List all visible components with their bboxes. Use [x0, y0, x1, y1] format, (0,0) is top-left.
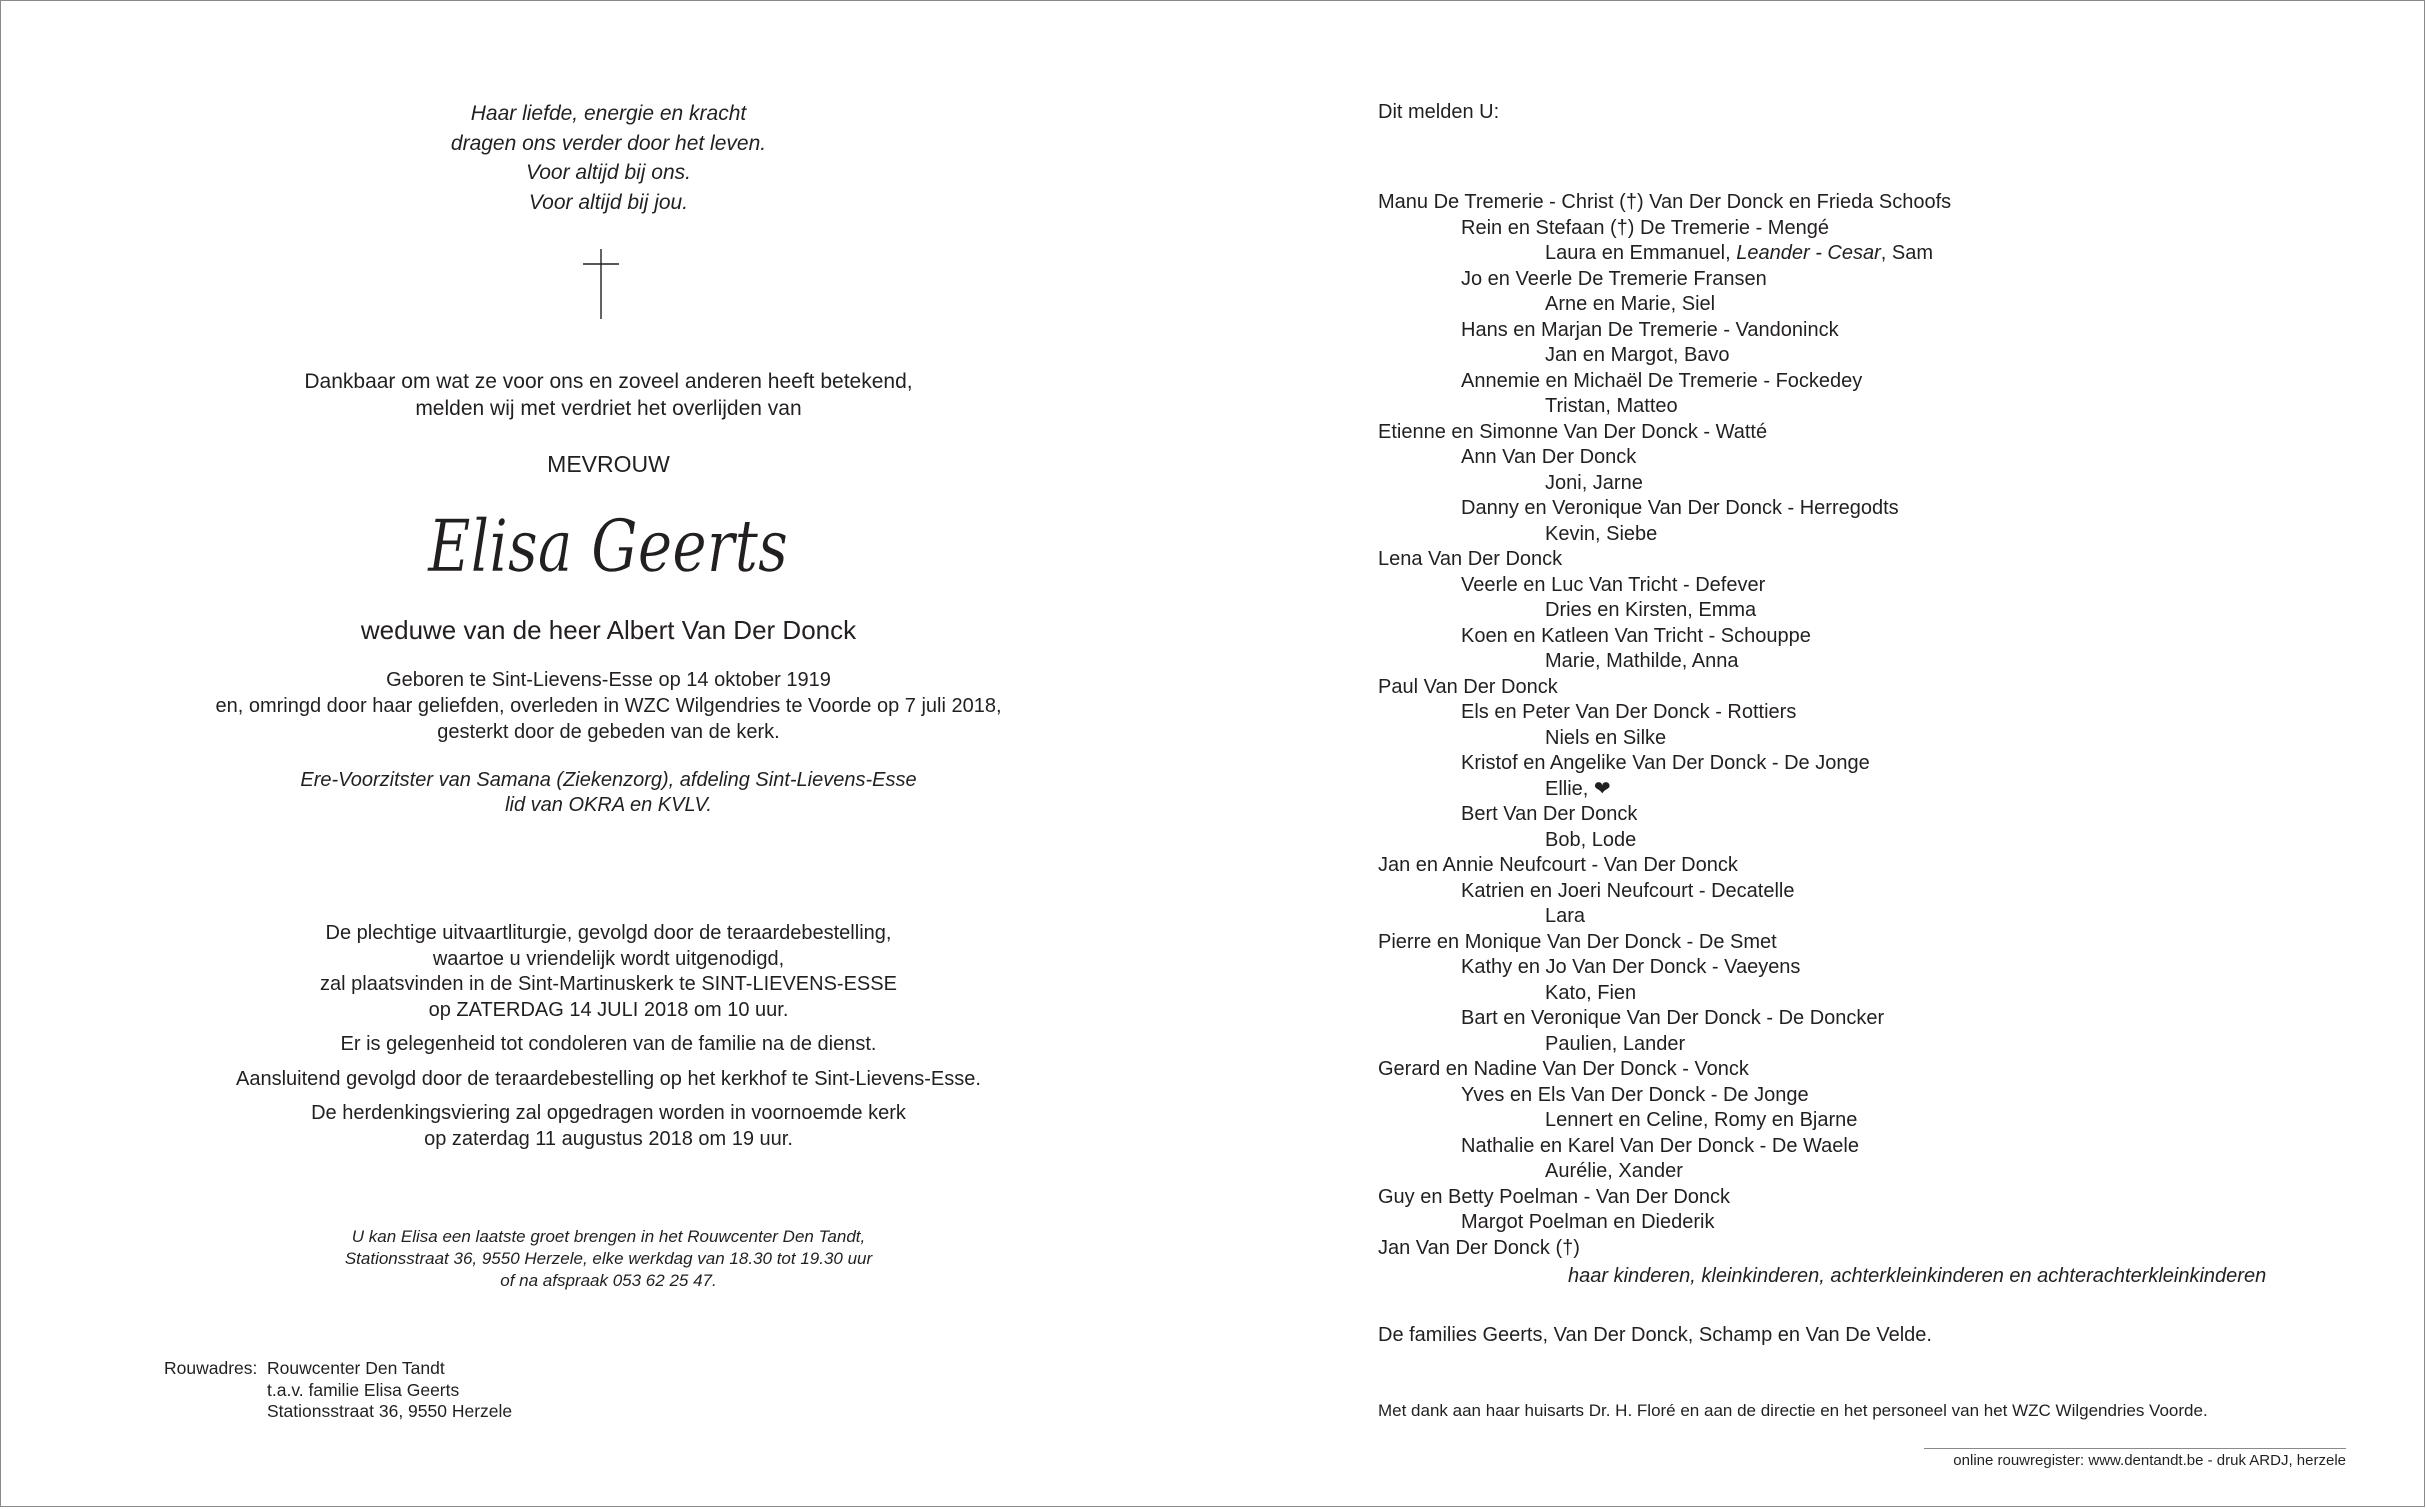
intro-text [1, 368, 1216, 422]
cross-icon [581, 249, 621, 319]
address-line: Rouwcenter Den Tandt [267, 1358, 445, 1378]
family-entry-text: Gerard en Nadine Van Der Donck - Vonck [1378, 1058, 1749, 1080]
family-entry-text: Arne en Marie, Siel [1545, 293, 1716, 315]
family-entry [1378, 190, 2388, 216]
deceased-name [1, 496, 1216, 606]
family-entry [1378, 216, 2388, 242]
visitation-line: U kan Elisa een laatste groet brengen in het Rouwcenter Den Tandt, [351, 1227, 866, 1246]
family-entry-text: Pierre en Monique Van Der Donck - De Smet [1378, 930, 1777, 953]
intro-line: melden wij met verdriet het overlijden van [415, 397, 802, 420]
family-entry [1378, 445, 2388, 471]
family-entry-text: Kevin, Siebe [1545, 522, 1658, 545]
remembrance-paragraph [1, 1101, 1216, 1152]
right-panel [1378, 1, 2388, 1506]
family-entry-text: Kristof en Angelike Van Der Donck - De Jonge [1461, 752, 1870, 774]
heart-icon: ❤ [1593, 777, 1611, 800]
family-entry-text: Aurélie, Xander [1545, 1160, 1683, 1182]
membership-line: lid van OKRA en KVLV. [505, 794, 712, 816]
family-entry [1378, 1185, 2388, 1211]
family-entry [1378, 1083, 2388, 1109]
family-entry-text: Joni, Jarne [1545, 471, 1643, 494]
mourning-address [164, 1358, 512, 1423]
family-relation-summary: haar kinderen, kleinkinderen, achterkleinkinderen en achterachterkleinkinderen [1568, 1265, 2267, 1287]
family-entry [1378, 981, 2388, 1007]
sacrament-line: gesterkt door de gebeden van de kerk. [437, 721, 780, 743]
family-entry-text: Jo en Veerle De Tremerie Fransen [1461, 267, 1767, 290]
family-entry-text: Bert Van Der Donck [1461, 803, 1638, 825]
service-line: De plechtige uitvaartliturgie, gevolgd door de teraardebestelling, [325, 922, 892, 944]
family-entry [1378, 904, 2388, 930]
family-entry-text: Jan en Margot, Bavo [1545, 344, 1730, 366]
membership-line: Ere-Voorzitster van Samana (Ziekenzorg), afdeling Sint-Lievens-Esse [300, 769, 917, 791]
online-register-footer: online rouwregister: www.dentandt.be - druk ARDJ, herzele [1924, 1448, 2346, 1469]
poem-line: Voor altijd bij ons. [526, 161, 691, 184]
honorific: MEVROUW [547, 451, 670, 477]
family-entry [1378, 828, 2388, 854]
family-entry [1378, 930, 2388, 956]
family-entry-text: Katrien en Joeri Neufcourt - Decatelle [1461, 879, 1795, 902]
family-entry-text: Laura en Emmanuel, [1545, 242, 1737, 264]
family-entry-text: Bart en Veronique Van Der Donck - De Doncker [1461, 1007, 1885, 1029]
service-line: zal plaatsvinden in de Sint-Martinuskerk te SINT-LIEVENS-ESSE [320, 973, 897, 995]
poem-line: dragen ons verder door het leven. [450, 131, 767, 155]
intro-line: Dankbaar om wat ze voor ons en zoveel anderen heeft betekend, [304, 370, 913, 393]
family-entry [1378, 1057, 2388, 1083]
family-entry [1378, 573, 2388, 599]
family-entry [1378, 1108, 2388, 1134]
visitation-line: of na afspraak 053 62 25 47. [500, 1271, 717, 1290]
family-entry-text: Rein en Stefaan (†) De Tremerie - Mengé [1461, 216, 1829, 239]
memberships [1, 768, 1216, 818]
family-entry-text: Lara [1545, 905, 1586, 927]
family-entry [1378, 1210, 2388, 1236]
service-line: waartoe u vriendelijk wordt uitgenodigd, [432, 947, 785, 970]
thanks-line: Met dank aan haar huisarts Dr. H. Floré en aan de directie en het personeel van het WZC Wilgendries Voorde. [1378, 1401, 2208, 1420]
address-label: Rouwadres: [164, 1358, 258, 1378]
families-line: De families Geerts, Van Der Donck, Schamp en Van De Velde. [1378, 1324, 1932, 1346]
family-entry [1378, 1159, 2388, 1185]
family-entry [1378, 292, 2388, 318]
family-entry-text: Yves en Els Van Der Donck - De Jonge [1461, 1083, 1809, 1106]
family-entry [1378, 267, 2388, 293]
family-entry [1378, 547, 2388, 573]
burial-line: Aansluitend gevolgd door de teraardebestelling op het kerkhof te Sint-Lievens-Esse. [236, 1067, 981, 1090]
announcement-heading: Dit melden U: [1378, 101, 1500, 123]
family-entry-text: Dries en Kirsten, Emma [1545, 599, 1757, 621]
family-entry-text: Koen en Katleen Van Tricht - Schouppe [1461, 624, 1811, 647]
family-entry-text: Guy en Betty Poelman - Van Der Donck [1378, 1185, 1731, 1208]
remembrance-line: De herdenkingsviering zal opgedragen worden in voornoemde kerk [311, 1102, 906, 1124]
family-list [1378, 190, 2388, 1261]
family-entry [1378, 751, 2388, 777]
family-entry [1378, 802, 2388, 828]
family-entry [1378, 1134, 2388, 1160]
remembrance-line: op zaterdag 11 augustus 2018 om 19 uur. [424, 1127, 793, 1150]
family-entry-text: Tristan, Matteo [1545, 395, 1678, 417]
family-entry-text: Els en Peter Van Der Donck - Rottiers [1461, 701, 1797, 723]
family-entry-italic: Leander - Cesar [1736, 242, 1881, 264]
family-entry [1378, 1236, 2388, 1262]
condolence-line: Er is gelegenheid tot condoleren van de familie na de dienst. [340, 1033, 877, 1055]
poem [1, 99, 1216, 217]
visitation-info [1, 1226, 1216, 1292]
family-entry-text: Jan Van Der Donck (†) [1378, 1236, 1580, 1259]
family-entry-text: Lennert en Celine, Romy en Bjarne [1545, 1109, 1858, 1131]
family-entry-text: Ann Van Der Donck [1461, 446, 1637, 468]
family-entry-text: Paulien, Lander [1545, 1032, 1686, 1055]
family-entry [1378, 394, 2388, 420]
service-paragraph [1, 921, 1216, 1023]
service-line: op ZATERDAG 14 JULI 2018 om 10 uur. [428, 998, 789, 1021]
family-entry-text: , Sam [1880, 242, 1934, 264]
family-entry [1378, 649, 2388, 675]
family-entry [1378, 496, 2388, 522]
family-entry-text: Jan en Annie Neufcourt - Van Der Donck [1378, 854, 1738, 876]
family-entry [1378, 1032, 2388, 1058]
family-entry [1378, 853, 2388, 879]
family-entry [1378, 241, 2388, 267]
family-entry [1378, 343, 2388, 369]
family-entry [1378, 624, 2388, 650]
family-entry-text: Bob, Lode [1545, 828, 1637, 851]
death-line: en, omringd door haar geliefden, overleden in WZC Wilgendries te Voorde op 7 juli 2018, [215, 695, 1002, 717]
family-entry-text: Kathy en Jo Van Der Donck - Vaeyens [1461, 956, 1801, 978]
family-entry [1378, 1006, 2388, 1032]
family-entry-text: Niels en Silke [1545, 726, 1667, 749]
visitation-line: Stationsstraat 36, 9550 Herzele, elke werkdag van 18.30 tot 19.30 uur [344, 1249, 873, 1268]
family-entry [1378, 369, 2388, 395]
family-entry-text: Etienne en Simonne Van Der Donck - Watté [1378, 420, 1768, 443]
deceased-name-text: Elisa Geerts [426, 504, 788, 588]
widow-of: weduwe van de heer Albert Van Der Donck [360, 615, 857, 645]
family-entry [1378, 598, 2388, 624]
birth-death-info [1, 667, 1216, 745]
address-line: t.a.v. familie Elisa Geerts [267, 1379, 460, 1400]
family-entry [1378, 318, 2388, 344]
family-entry-text: Manu De Tremerie - Christ (†) Van Der Donck en Frieda Schoofs [1378, 191, 1952, 213]
family-entry [1378, 726, 2388, 752]
family-entry [1378, 700, 2388, 726]
birth-line: Geboren te Sint-Lievens-Esse op 14 oktober 1919 [386, 669, 831, 691]
family-entry [1378, 955, 2388, 981]
family-entry [1378, 420, 2388, 446]
address-line: Stationsstraat 36, 9550 Herzele [267, 1401, 513, 1421]
family-entry-text: Lena Van Der Donck [1378, 548, 1563, 570]
family-entry [1378, 471, 2388, 497]
family-entry-text: Kato, Fien [1545, 981, 1637, 1004]
funeral-service-info [1, 921, 1216, 1152]
family-entry [1378, 777, 2388, 803]
family-entry-text: Ellie, [1545, 777, 1594, 800]
family-entry-text: Paul Van Der Donck [1378, 675, 1558, 698]
left-panel [1, 1, 1216, 1506]
poem-line: Voor altijd bij jou. [528, 190, 689, 214]
family-entry-text: Margot Poelman en Diederik [1461, 1211, 1715, 1233]
family-entry-text: Hans en Marjan De Tremerie - Vandoninck [1461, 318, 1839, 341]
poem-line: Haar liefde, energie en kracht [470, 102, 747, 125]
family-entry-text: Annemie en Michaël De Tremerie - Fockedey [1461, 369, 1863, 392]
family-entry-text: Nathalie en Karel Van Der Donck - De Waele [1461, 1134, 1859, 1157]
family-entry [1378, 675, 2388, 701]
family-entry-text: Marie, Mathilde, Anna [1545, 650, 1739, 672]
family-entry [1378, 522, 2388, 548]
family-entry [1378, 879, 2388, 905]
family-entry-text: Danny en Veronique Van Der Donck - Herregodts [1461, 497, 1899, 519]
family-entry-text: Veerle en Luc Van Tricht - Defever [1461, 573, 1766, 596]
